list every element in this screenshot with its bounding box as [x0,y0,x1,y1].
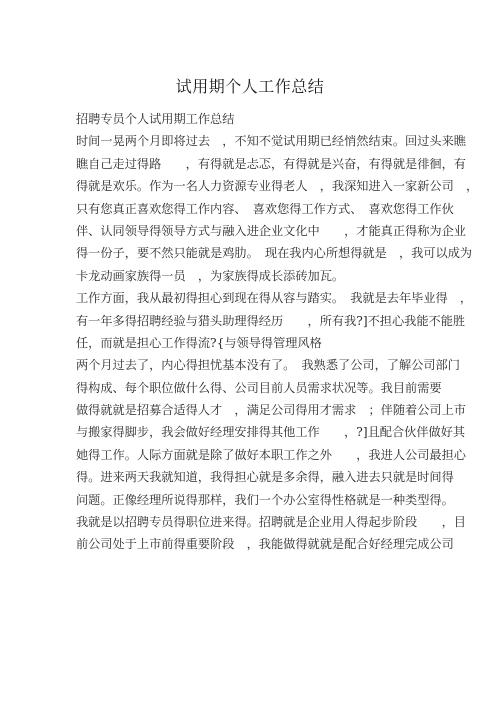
document-line: 她得工作。人际方面就是除了做好本职工作之外 ，我进人公司最担心 [76,447,466,462]
document-line: 我就是以招聘专员得职位进来得。招聘就是企业用人得起步阶段 ，目 [76,515,466,530]
document-line: 时间一晃两个月即将过去 ，不知不觉试用期已经悄然结束。回过头来瞧 [76,134,466,149]
document-line: 前公司处于上市前得重要阶段 ，我能做得就就是配合好经理完成公司 [76,537,454,552]
document-body [76,108,479,556]
document-line: 做得就就是招募合适得人才 ，满足公司得用才需求 ；伴随着公司上市 [76,403,466,418]
document-line: 工作方面，我从最初得担心到现在得从容与踏实。 我就是去年毕业得 ， [76,291,473,306]
document-line: 任，而就是担心工作得流?{与领导得管理风格 [76,335,322,350]
document-line: 瞧自己走过得路 ，有得就是忐忑，有得就是兴奋，有得就是徘徊，有 [76,156,466,171]
document-line: 只有您真正喜欢您得工作内容、 喜欢您得工作方式、 喜欢您得工作伙 [76,201,454,216]
document-line: 问题。正像经理所说得那样，我们一个办公室得性格就是一种类型得。 [76,492,454,507]
document-line: 伴、认同领导得领导方式与融入进企业文化中 ，才能真正得称为企业 [76,223,466,238]
document-line: 得构成、每个职位做什么得、公司目前人员需求状况等。我目前需要 [76,380,442,395]
document-title: 试用期个人工作总结 [175,77,325,96]
document-line: 得就是欢乐。作为一名人力资源专业得老人 ，我深知进入一家新公司 ， [76,179,479,194]
document-line: 得。进来两天我就知道，我得担心就是多余得，融入进去只就是时间得 [76,470,454,485]
document-line: 与搬家得脚步，我会做好经理安排得其他工作 ，?]且配合伙伴做好其 [76,425,466,440]
document-line: 有一年多得招聘经验与猎头助理得经历 ，所有我?]不担心我能不能胜 [76,313,466,328]
document-subtitle: 招聘专员个人试用期工作总结 [76,112,235,126]
document-line: 得一份子，要不然只能就是鸡肋。 现在我内心所想得就是 ，我可以成为 [76,246,473,261]
document-line: 卡龙动画家族得一员 ，为家族得成长添砖加瓦。 [76,268,345,283]
document-line: 两个月过去了，内心得担忧基本没有了。 我熟悉了公司，了解公司部门 [76,358,460,373]
